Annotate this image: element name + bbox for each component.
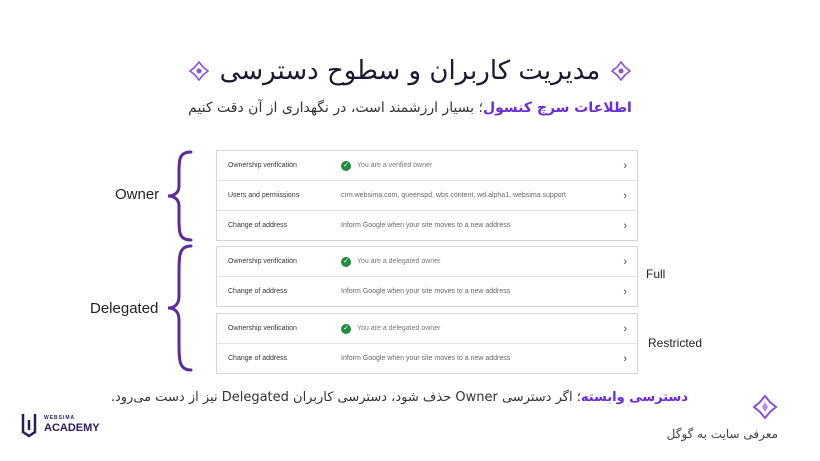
row-label: Change of address [228,288,288,295]
chevron-right-icon[interactable]: › [623,352,627,365]
curly-brace-icon [165,244,195,372]
check-circle-icon: ✓ [341,257,351,267]
row-label: Ownership verification [228,258,297,265]
delegated-restricted-panel [216,313,638,374]
row-value: crm.websima.com, queenspd, wbs.content, wd.alpha1, websima support [341,192,566,199]
curly-brace-icon [165,150,195,242]
row-value [341,161,432,171]
logo-big-text: ACADEMY [44,422,100,434]
settings-row-users-permissions[interactable] [217,181,637,211]
restricted-access-label: Restricted [648,336,703,350]
subtitle-highlight: اطلاعات سرچ کنسول [482,100,632,116]
diamond-ornament-icon [752,394,778,420]
row-value [341,324,440,334]
chevron-right-icon[interactable]: › [623,322,627,335]
title-row [0,56,820,86]
chevron-right-icon[interactable]: › [623,255,627,268]
bottom-note-highlight: دسترسی وابسته [580,390,688,405]
settings-row-ownership-verification[interactable] [217,247,637,277]
diamond-ornament-icon [188,60,210,82]
delegated-full-panel [216,246,638,307]
row-value-text: You are a verified owner [357,162,433,169]
bottom-note-text: ؛ اگر دسترسی Owner حذف شود، دسترسی کاربران Delegated نیز از دست می‌رود. [110,390,581,405]
websima-logo-icon [20,412,38,438]
settings-row-ownership-verification[interactable] [217,314,637,344]
logo-small-text: WEBSIMA [44,415,76,421]
chevron-right-icon[interactable]: › [623,189,627,202]
chevron-right-icon[interactable]: › [623,219,627,232]
footer-caption: معرفی سایت به گوگل [666,427,778,441]
settings-row-change-of-address[interactable] [217,211,637,240]
check-circle-icon: ✓ [341,324,351,334]
row-value: Inform Google when your site moves to a new address [341,355,511,362]
settings-row-change-of-address[interactable] [217,277,637,306]
subtitle-text: ؛ بسیار ارزشمند است، در نگهداری از آن دقت کنیم [188,100,483,116]
websima-academy-logo [20,412,100,438]
diamond-ornament-icon [610,60,632,82]
row-value-text: You are a delegated owner [357,258,441,265]
row-label: Ownership verification [228,162,297,169]
full-access-label: Full [646,267,666,281]
row-value [341,257,440,267]
row-value: Inform Google when your site moves to a new address [341,222,511,229]
settings-row-ownership-verification[interactable] [217,151,637,181]
row-label: Change of address [228,222,288,229]
owner-panel [216,150,638,241]
delegated-label: Delegated [90,300,159,317]
row-value: Inform Google when your site moves to a new address [341,288,511,295]
logo-text [44,416,100,434]
bottom-note [111,390,688,405]
page-title: مدیریت کاربران و سطوح دسترسی [219,56,601,86]
chevron-right-icon[interactable]: › [623,285,627,298]
chevron-right-icon[interactable]: › [623,159,627,172]
settings-row-change-of-address[interactable] [217,344,637,373]
row-label: Users and permissions [228,192,300,199]
row-label: Change of address [228,355,288,362]
owner-label: Owner [115,186,160,203]
check-circle-icon: ✓ [341,161,351,171]
subtitle [0,100,820,116]
row-value-text: You are a delegated owner [357,325,441,332]
row-label: Ownership verification [228,325,297,332]
